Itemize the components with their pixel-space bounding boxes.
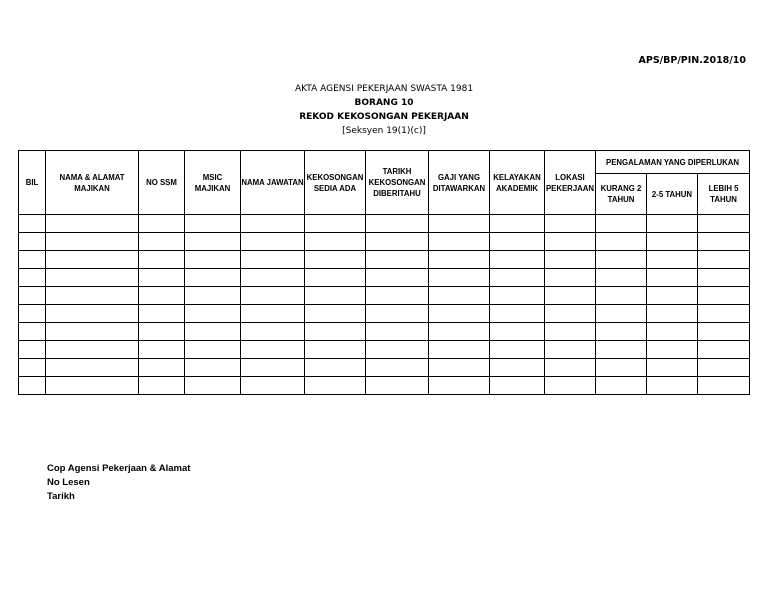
table-cell[interactable]: [19, 341, 46, 359]
table-cell[interactable]: [46, 215, 139, 233]
table-cell[interactable]: [366, 287, 429, 305]
table-cell[interactable]: [698, 377, 750, 395]
table-cell[interactable]: [366, 377, 429, 395]
table-cell[interactable]: [241, 233, 305, 251]
table-row: [19, 287, 750, 305]
table-cell[interactable]: [490, 269, 545, 287]
table-cell[interactable]: [19, 251, 46, 269]
table-cell[interactable]: [241, 287, 305, 305]
table-cell[interactable]: [429, 377, 490, 395]
header-experience: PENGALAMAN YANG DIPERLUKAN: [596, 151, 750, 174]
header-exp-less-2: KURANG 2 TAHUN: [596, 174, 647, 215]
table-cell[interactable]: [19, 269, 46, 287]
table-cell[interactable]: [698, 215, 750, 233]
table-cell[interactable]: [490, 377, 545, 395]
table-cell[interactable]: [19, 359, 46, 377]
table-cell[interactable]: [185, 305, 241, 323]
table-cell[interactable]: [647, 305, 698, 323]
table-cell[interactable]: [185, 323, 241, 341]
table-cell[interactable]: [139, 377, 185, 395]
vacancy-record-table: [18, 150, 750, 395]
table-cell[interactable]: [366, 323, 429, 341]
table-row: [19, 305, 750, 323]
table-cell[interactable]: [46, 233, 139, 251]
table-cell[interactable]: [490, 233, 545, 251]
table-cell[interactable]: [241, 323, 305, 341]
header-ssm: NO SSM: [139, 151, 185, 215]
header-qualification: KELAYAKAN AKADEMIK: [490, 151, 545, 215]
table-cell[interactable]: [366, 251, 429, 269]
table-cell[interactable]: [429, 215, 490, 233]
table-cell[interactable]: [46, 377, 139, 395]
table-cell[interactable]: [596, 251, 647, 269]
table-cell[interactable]: [305, 287, 366, 305]
table-cell[interactable]: [46, 305, 139, 323]
table-cell[interactable]: [545, 215, 596, 233]
table-cell[interactable]: [185, 251, 241, 269]
table-cell[interactable]: [19, 377, 46, 395]
table-cell[interactable]: [429, 359, 490, 377]
table-cell[interactable]: [366, 269, 429, 287]
table-cell[interactable]: [305, 251, 366, 269]
table-row: [19, 215, 750, 233]
table-cell[interactable]: [19, 287, 46, 305]
table-cell[interactable]: [596, 377, 647, 395]
table-row: [19, 269, 750, 287]
table-cell[interactable]: [185, 341, 241, 359]
table-cell[interactable]: [241, 305, 305, 323]
table-cell[interactable]: [698, 305, 750, 323]
table-cell[interactable]: [19, 323, 46, 341]
table-cell[interactable]: [490, 287, 545, 305]
table-cell[interactable]: [366, 359, 429, 377]
agency-stamp-label: Cop Agensi Pekerjaan & Alamat: [47, 463, 191, 474]
table-cell[interactable]: [647, 377, 698, 395]
table-cell[interactable]: [185, 215, 241, 233]
table-cell[interactable]: [46, 269, 139, 287]
table-cell[interactable]: [490, 215, 545, 233]
table-cell[interactable]: [490, 251, 545, 269]
table-row: [19, 233, 750, 251]
table-cell[interactable]: [366, 305, 429, 323]
table-cell[interactable]: [698, 233, 750, 251]
table-cell[interactable]: [429, 341, 490, 359]
table-cell[interactable]: [545, 305, 596, 323]
table-cell[interactable]: [185, 359, 241, 377]
header-msic: MSIC MAJIKAN: [185, 151, 241, 215]
table-cell[interactable]: [647, 233, 698, 251]
table-cell[interactable]: [490, 341, 545, 359]
table-cell[interactable]: [46, 323, 139, 341]
table-cell[interactable]: [647, 323, 698, 341]
table-cell[interactable]: [647, 215, 698, 233]
table-cell[interactable]: [241, 269, 305, 287]
table-cell[interactable]: [185, 269, 241, 287]
table-body: [19, 215, 750, 395]
table-cell[interactable]: [46, 287, 139, 305]
table-cell[interactable]: [305, 215, 366, 233]
table-row: [19, 377, 750, 395]
table-cell[interactable]: [429, 233, 490, 251]
table-cell[interactable]: [596, 269, 647, 287]
table-cell[interactable]: [698, 251, 750, 269]
table-cell[interactable]: [139, 323, 185, 341]
table-cell[interactable]: [647, 251, 698, 269]
table-cell[interactable]: [545, 233, 596, 251]
table-cell[interactable]: [596, 233, 647, 251]
table-cell[interactable]: [366, 341, 429, 359]
table-cell[interactable]: [139, 305, 185, 323]
table-cell[interactable]: [490, 323, 545, 341]
table-cell[interactable]: [185, 377, 241, 395]
table-cell[interactable]: [429, 323, 490, 341]
table-cell[interactable]: [46, 359, 139, 377]
table-cell[interactable]: [305, 359, 366, 377]
table-cell[interactable]: [429, 251, 490, 269]
table-cell[interactable]: [545, 287, 596, 305]
table-cell[interactable]: [305, 305, 366, 323]
table-cell[interactable]: [139, 359, 185, 377]
table-cell[interactable]: [647, 341, 698, 359]
table-cell[interactable]: [305, 377, 366, 395]
table-cell[interactable]: [596, 359, 647, 377]
section-reference: [Seksyen 19(1)(c)]: [342, 126, 426, 136]
form-header: [0, 82, 768, 138]
table-cell[interactable]: [139, 215, 185, 233]
table-cell[interactable]: [19, 305, 46, 323]
header-employer: NAMA & ALAMAT MAJIKAN: [46, 151, 139, 215]
table-cell[interactable]: [429, 269, 490, 287]
table-cell[interactable]: [545, 341, 596, 359]
table-cell[interactable]: [698, 287, 750, 305]
table-cell[interactable]: [241, 215, 305, 233]
header-exp-2-5: 2-5 TAHUN: [647, 174, 698, 215]
table-cell[interactable]: [139, 287, 185, 305]
table-cell[interactable]: [647, 287, 698, 305]
form-title: REKOD KEKOSONGAN PEKERJAAN: [299, 112, 469, 122]
table-cell[interactable]: [698, 323, 750, 341]
table-cell[interactable]: [19, 233, 46, 251]
table-cell[interactable]: [596, 323, 647, 341]
table-row: [19, 251, 750, 269]
table-cell[interactable]: [241, 359, 305, 377]
header-exp-more-5: LEBIH 5 TAHUN: [698, 174, 750, 215]
table-row: [19, 359, 750, 377]
table-cell[interactable]: [305, 341, 366, 359]
table-cell[interactable]: [647, 269, 698, 287]
header-vacancy: KEKOSONGAN SEDIA ADA: [305, 151, 366, 215]
table-cell[interactable]: [596, 305, 647, 323]
table-cell[interactable]: [366, 233, 429, 251]
license-number-label: No Lesen: [47, 477, 90, 488]
header-bil: BIL: [19, 151, 46, 215]
table-cell[interactable]: [545, 377, 596, 395]
date-label: Tarikh: [47, 491, 75, 502]
table-cell[interactable]: [545, 251, 596, 269]
table-cell[interactable]: [139, 233, 185, 251]
table-cell[interactable]: [596, 287, 647, 305]
table-cell[interactable]: [305, 269, 366, 287]
form-reference-number: APS/BP/PIN.2018/10: [638, 55, 746, 66]
table-cell[interactable]: [139, 269, 185, 287]
table-cell[interactable]: [545, 359, 596, 377]
form-number: BORANG 10: [354, 98, 414, 108]
table-cell[interactable]: [596, 341, 647, 359]
header-salary: GAJI YANG DITAWARKAN: [429, 151, 490, 215]
table-cell[interactable]: [241, 341, 305, 359]
table-row: [19, 341, 750, 359]
table-cell[interactable]: [241, 251, 305, 269]
table-cell[interactable]: [139, 251, 185, 269]
table-row: [19, 323, 750, 341]
form-footer: [47, 462, 190, 504]
act-title: AKTA AGENSI PEKERJAAN SWASTA 1981: [294, 84, 474, 94]
table-cell[interactable]: [305, 323, 366, 341]
table-cell[interactable]: [545, 323, 596, 341]
table-cell[interactable]: [490, 359, 545, 377]
header-location: LOKASI PEKERJAAN: [545, 151, 596, 215]
table-cell[interactable]: [185, 233, 241, 251]
header-job-name: NAMA JAWATAN: [241, 151, 305, 215]
table-cell[interactable]: [46, 341, 139, 359]
table-cell[interactable]: [305, 233, 366, 251]
table-cell[interactable]: [545, 269, 596, 287]
table-cell[interactable]: [596, 215, 647, 233]
table-cell[interactable]: [429, 305, 490, 323]
table-cell[interactable]: [241, 377, 305, 395]
table-cell[interactable]: [185, 287, 241, 305]
table-cell[interactable]: [366, 215, 429, 233]
table-cell[interactable]: [698, 269, 750, 287]
table-cell[interactable]: [19, 215, 46, 233]
table-cell[interactable]: [490, 305, 545, 323]
table-cell[interactable]: [429, 287, 490, 305]
table-cell[interactable]: [698, 341, 750, 359]
table-cell[interactable]: [46, 251, 139, 269]
table-cell[interactable]: [139, 341, 185, 359]
table-cell[interactable]: [698, 359, 750, 377]
header-date-notified: TARIKH KEKOSONGAN DIBERITAHU: [366, 151, 429, 215]
table-cell[interactable]: [647, 359, 698, 377]
